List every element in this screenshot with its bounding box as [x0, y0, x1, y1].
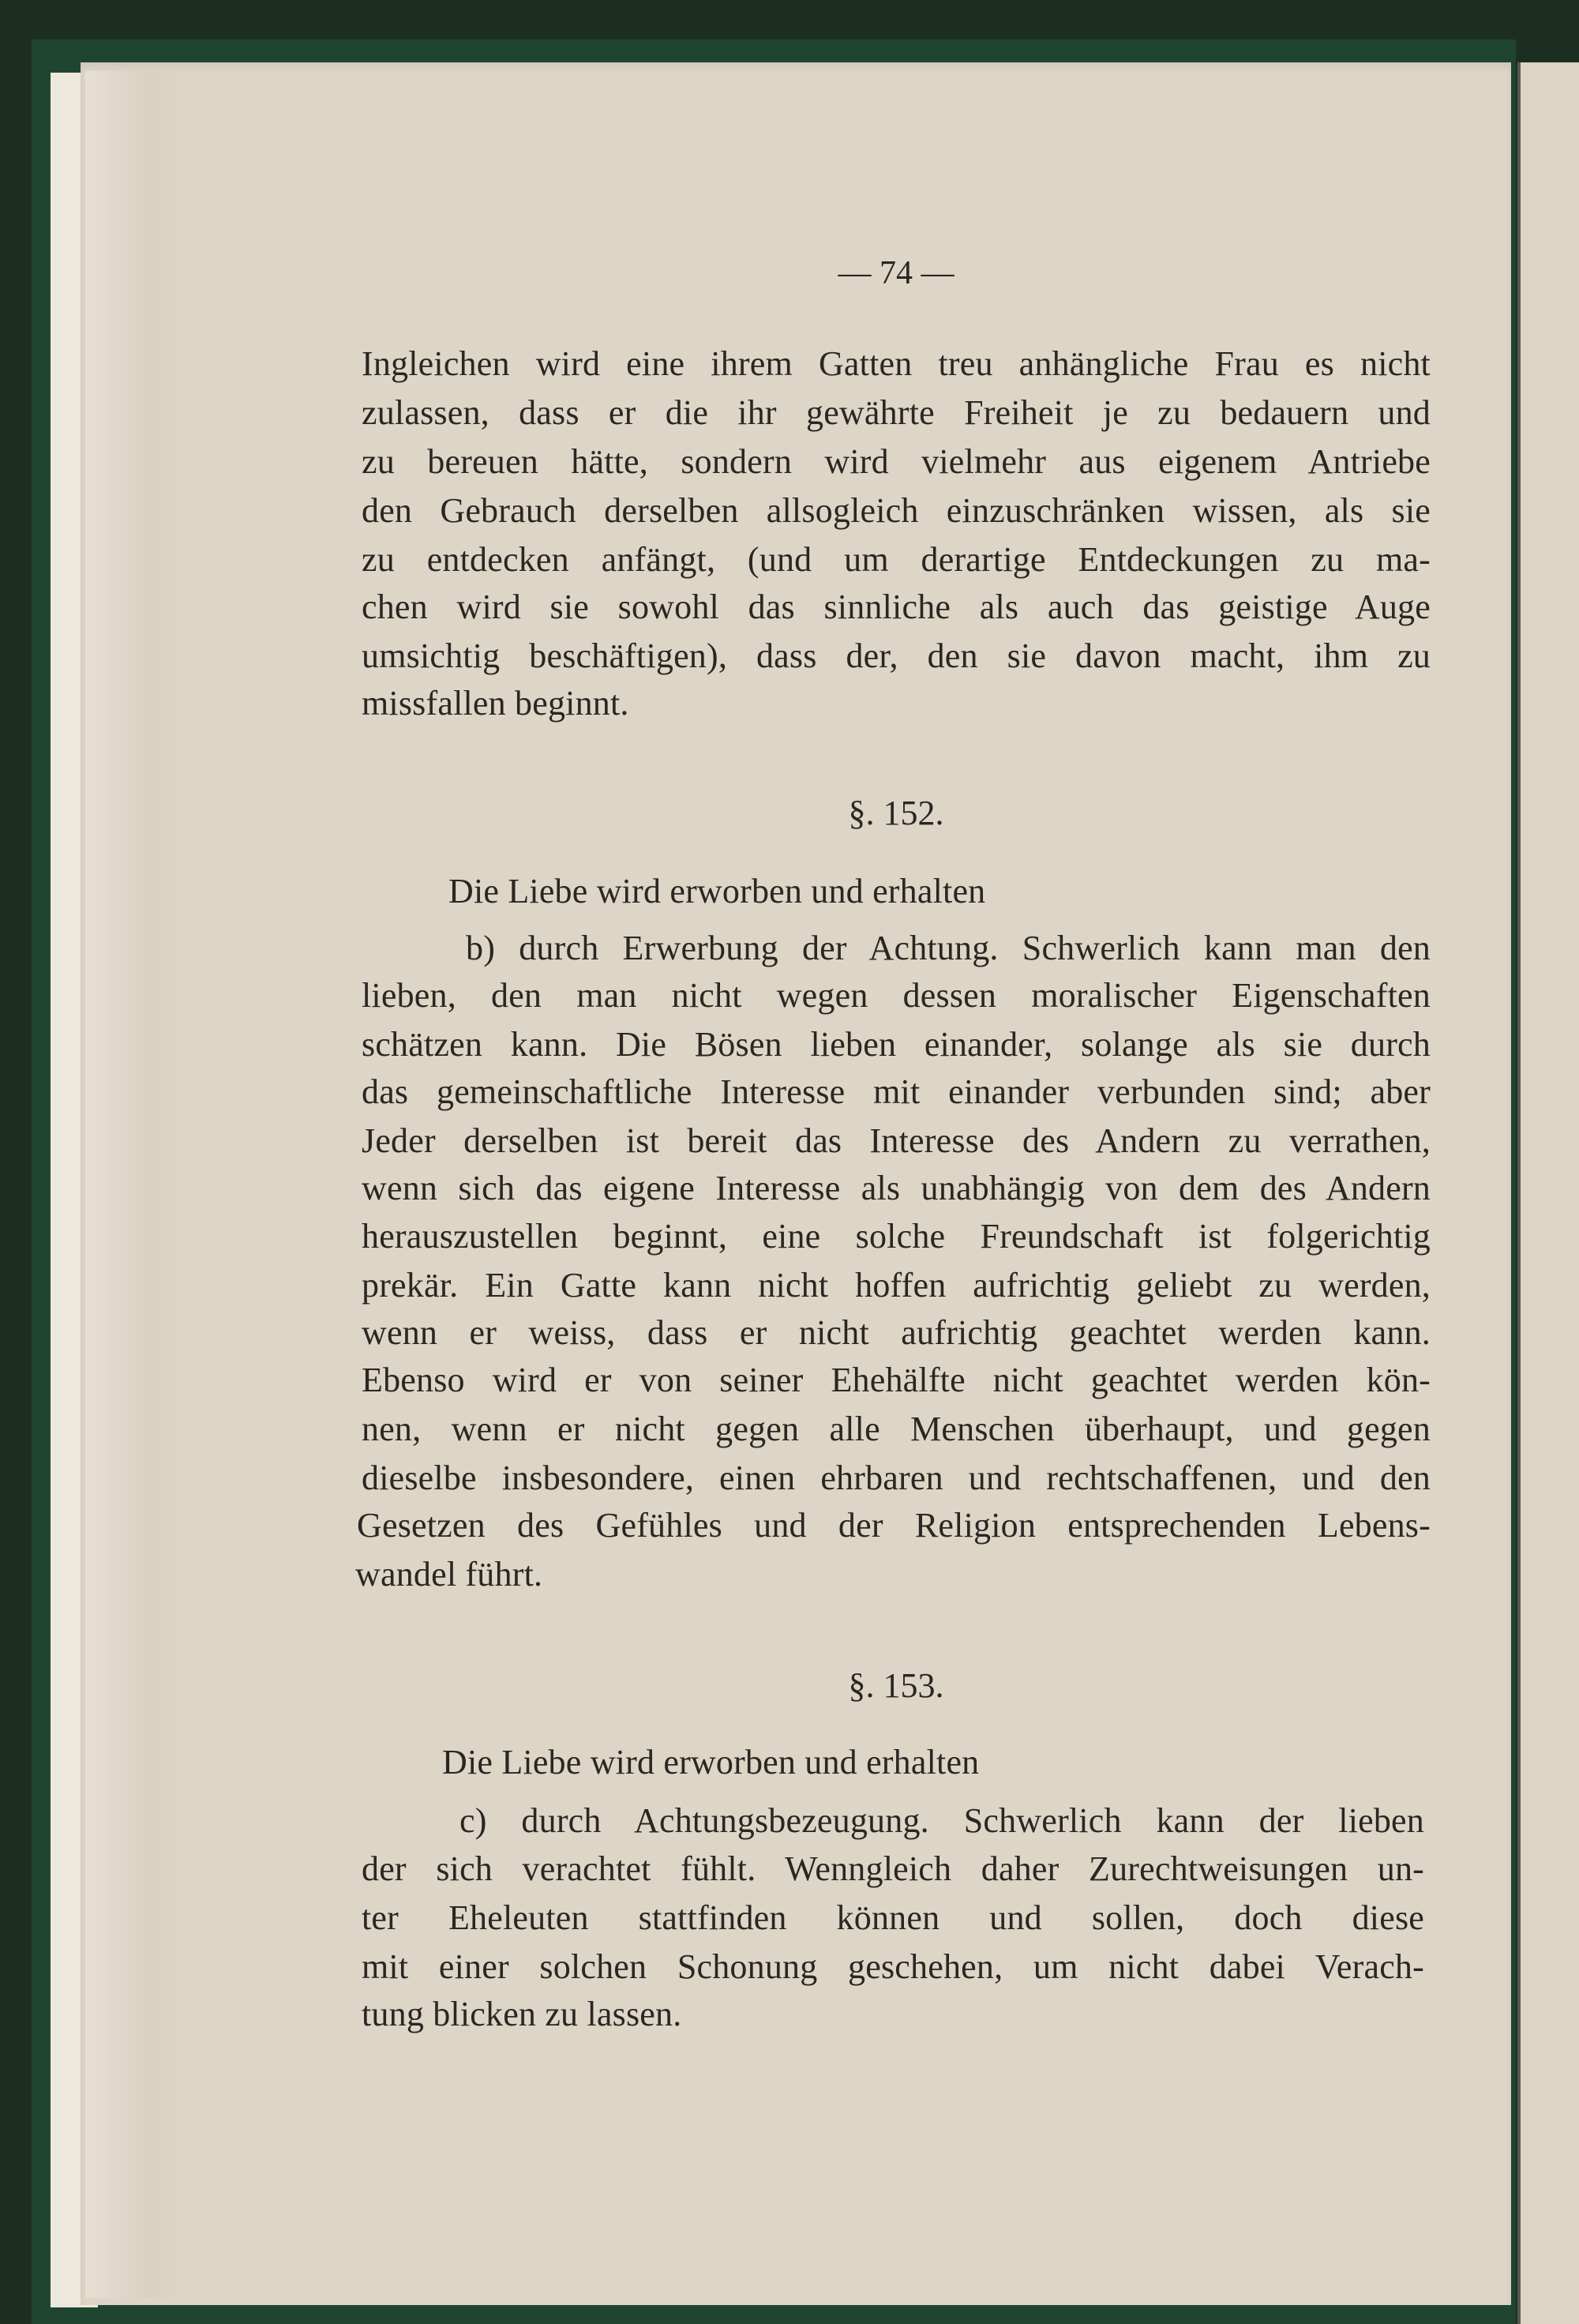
text-line: prekär. Ein Gatte kann nicht hoffen aufrichtig geliebt zu werden,: [362, 1266, 1431, 1305]
text-line: wenn sich das eigene Interesse als unabhängig von dem des Andern: [362, 1169, 1431, 1207]
text-line: tung blicken zu lassen.: [362, 1995, 682, 2033]
text-line: wandel führt.: [355, 1555, 543, 1594]
text-line: chen wird sie sowohl das sinnliche als auch das geistige Auge: [362, 588, 1431, 626]
text-line: ter Eheleuten stattfinden können und sollen, doch diese: [362, 1898, 1424, 1937]
text-line: herauszustellen beginnt, eine solche Freundschaft ist folgerichtig: [362, 1217, 1431, 1256]
text-line: schätzen kann. Die Bösen lieben einander, solange als sie durch: [362, 1025, 1431, 1064]
text-line: dieselbe insbesondere, einen ehrbaren und rechtschaffenen, und den: [362, 1459, 1431, 1497]
section-heading-152: §. 152.: [848, 794, 944, 832]
text-line: umsichtig beschäftigen), dass der, den sie davon macht, ihm zu: [362, 636, 1431, 675]
section-subtitle-153: Die Liebe wird erworben und erhalten: [442, 1743, 980, 1781]
text-line: Jeder derselben ist bereit das Interesse des Andern zu verrathen,: [362, 1121, 1431, 1160]
text-line: den Gebrauch derselben allsogleich einzuschränken wissen, als sie: [362, 491, 1431, 530]
text-line: zulassen, dass er die ihr gewährte Freiheit je zu bedauern und: [362, 393, 1431, 432]
text-line: zu entdecken anfängt, (und um derartige Entdeckungen zu ma-: [362, 540, 1431, 579]
text-line: der sich verachtet fühlt. Wenngleich daher Zurechtweisungen un-: [362, 1849, 1424, 1888]
text-line: mit einer solchen Schonung geschehen, um nicht dabei Verach-: [362, 1947, 1424, 1986]
text-line: das gemeinschaftliche Interesse mit einander verbunden sind; aber: [362, 1072, 1431, 1111]
text-line: Ebenso wird er von seiner Ehehälfte nicht geachtet werden kön-: [362, 1361, 1431, 1399]
text-line: wenn er weiss, dass er nicht aufrichtig geachtet werden kann.: [362, 1313, 1431, 1352]
text-line: Gesetzen des Gefühles und der Religion entsprechenden Lebens-: [357, 1506, 1431, 1545]
text-line: missfallen beginnt.: [362, 684, 629, 723]
section-subtitle-152: Die Liebe wird erworben und erhalten: [448, 872, 986, 910]
page-number: — 74 —: [838, 255, 955, 291]
text-line: nen, wenn er nicht gegen alle Menschen überhaupt, und gegen: [362, 1410, 1431, 1448]
text-line: zu bereuen hätte, sondern wird vielmehr aus eigenem Antriebe: [362, 442, 1431, 481]
page-stack-edge: [85, 71, 188, 2298]
text-line: Ingleichen wird eine ihrem Gatten treu anhängliche Frau es nicht: [362, 344, 1431, 383]
text-line: lieben, den man nicht wegen dessen moralischer Eigenschaften: [362, 976, 1431, 1015]
text-line: b) durch Erwerbung der Achtung. Schwerlich kann man den: [466, 929, 1431, 967]
adjacent-page: [1517, 62, 1579, 2324]
text-line: c) durch Achtungsbezeugung. Schwerlich kann der lieben: [459, 1801, 1424, 1840]
section-heading-153: §. 153.: [848, 1666, 944, 1705]
